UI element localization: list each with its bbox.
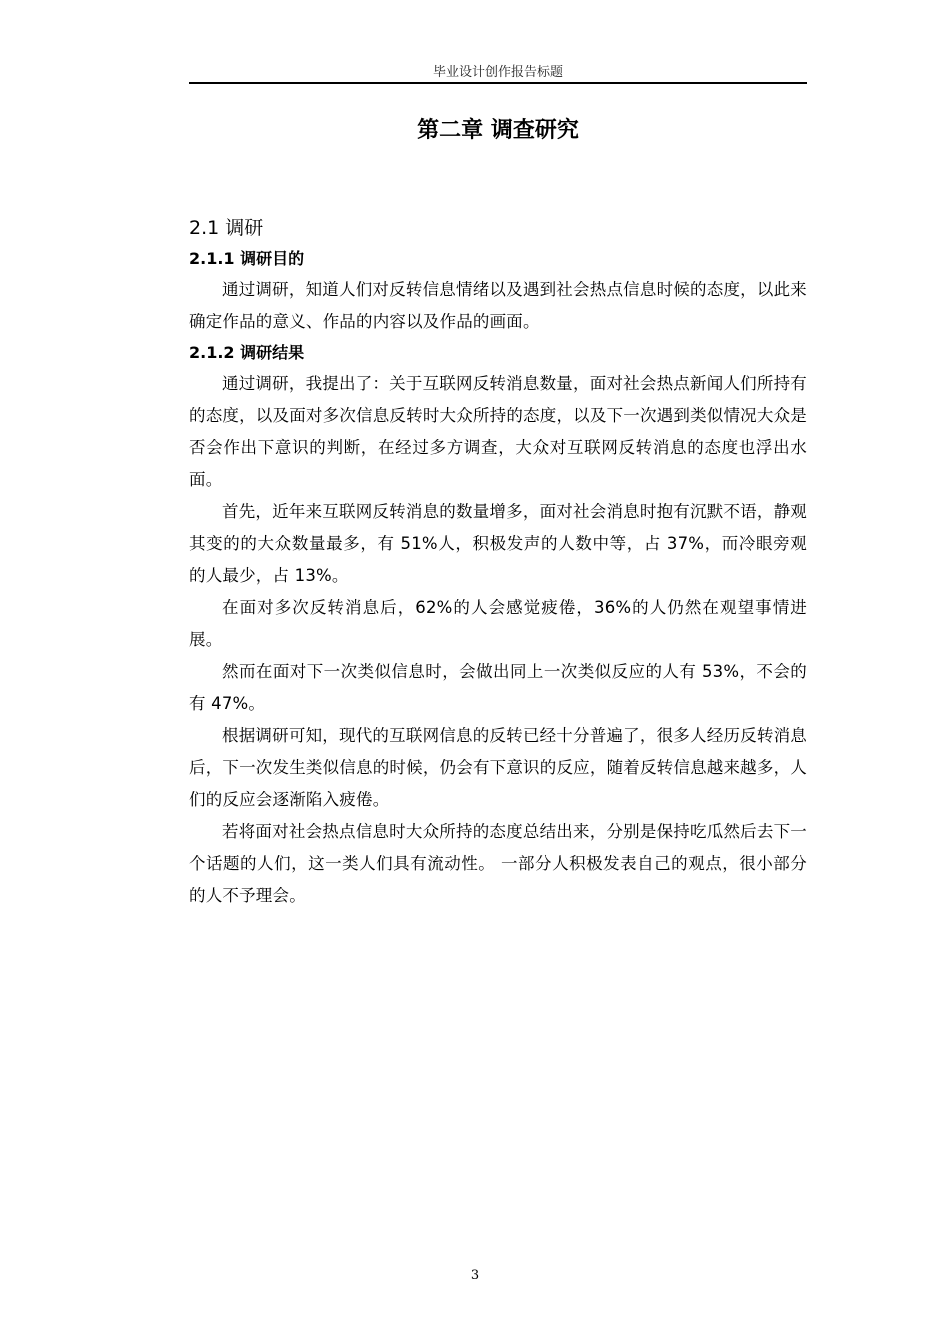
subsection-heading-results: 2.1.2 调研结果 (189, 343, 305, 362)
header-divider (189, 82, 807, 84)
paragraph-results-6: 若将面对社会热点信息时大众所持的态度总结出来，分别是保持吃瓜然后去下一个话题的人们，这一类人们具有流动性。 一部分人积极发表自己的观点，很小部分的人不予理会。 (189, 822, 807, 905)
paragraph-results-1: 通过调研，我提出了：关于互联网反转消息数量，面对社会热点新闻人们所持有的态度，以及面对多次信息反转时大众所持的态度，以及下一次遇到类似情况大众是否会作出下意识的判断，在经过多方调查，大众对互联网反转消息的态度也浮出水面。 (189, 374, 807, 489)
page-number: 3 (470, 1268, 480, 1283)
chapter-title: 第二章 调查研究 (417, 118, 579, 143)
subsection-heading-purpose: 2.1.1 调研目的 (189, 249, 305, 268)
running-header: 毕业设计创作报告标题 (432, 65, 563, 80)
paragraph-results-4: 然而在面对下一次类似信息时，会做出同上一次类似反应的人有 53%，不会的有 47%。 (189, 662, 807, 713)
paragraph-results-5: 根据调研可知，现代的互联网信息的反转已经十分普遍了，很多人经历反转消息后，下一次发生类似信息的时候，仍会有下意识的反应，随着反转信息越来越多，人们的反应会逐渐陷入疲倦。 (189, 726, 807, 809)
section-heading: 2.1 调研 (189, 217, 264, 239)
paragraph-results-2: 首先，近年来互联网反转消息的数量增多，面对社会消息时抱有沉默不语，静观其变的的大众数量最多，有 51%人，积极发声的人数中等，占 37%，而冷眼旁观的人最少，占 13%。 (189, 502, 807, 585)
paragraph-purpose: 通过调研，知道人们对反转信息情绪以及遇到社会热点信息时候的态度，以此来确定作品的意义、作品的内容以及作品的画面。 (189, 280, 807, 331)
paragraph-results-3: 在面对多次反转消息后，62%的人会感觉疲倦，36%的人仍然在观望事情进展。 (189, 598, 807, 649)
document-body (189, 212, 807, 912)
